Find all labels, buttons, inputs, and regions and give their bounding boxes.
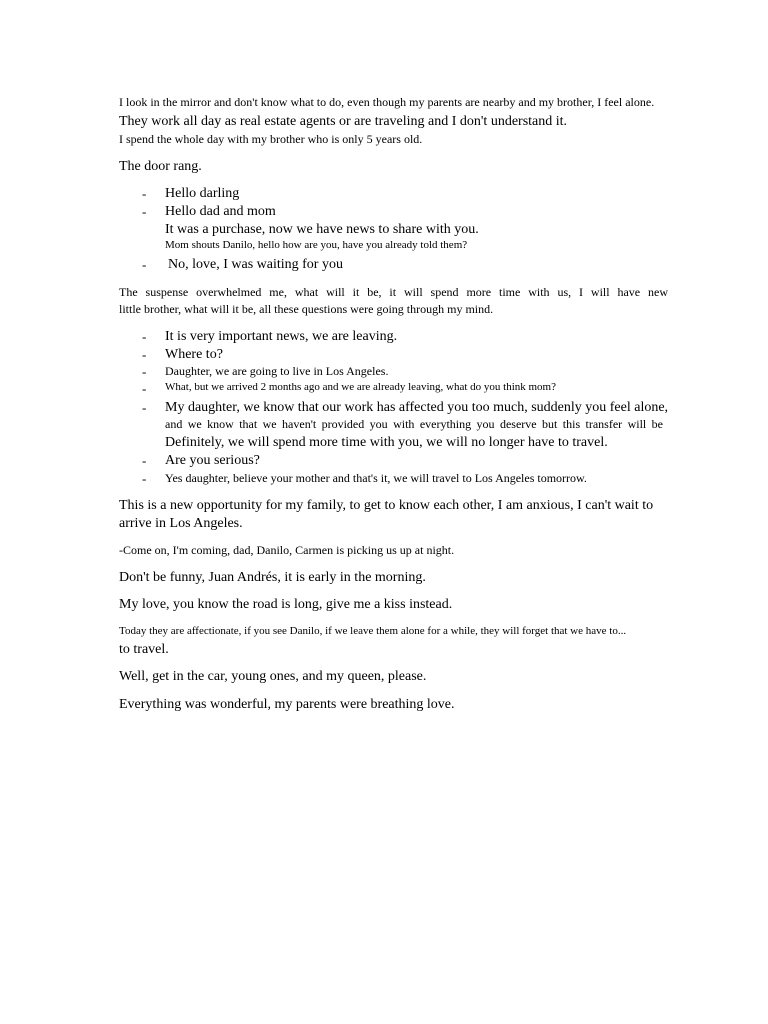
get-in-car-paragraph: Well, get in the car, young ones, and my queen, please.: [119, 669, 427, 684]
opportunity-line-1: This is a new opportunity for my family, to get to know each other, I am anxious, I can't wait to: [119, 498, 654, 513]
intro-line-3: I spend the whole day with my brother who is only 5 years old.: [119, 132, 423, 146]
dialogue-item: Are you serious?: [165, 453, 260, 468]
dialogue-item: Yes daughter, believe your mother and that's it, we will travel to Los Angeles tomorrow.: [165, 471, 587, 485]
dialogue-item-continuation: It was a purchase, now we have news to share with you.: [165, 222, 479, 237]
dialogue-item: No, love, I was waiting for you: [168, 257, 343, 272]
dialogue-item: My daughter, we know that our work has affected you too much, suddenly you feel alone,: [165, 400, 669, 415]
door-paragraph: The door rang.: [119, 159, 202, 174]
dialogue-item-continuation: Definitely, we will spend more time with you, we will no longer have to travel.: [165, 435, 608, 450]
dash-marker: -: [142, 329, 147, 344]
dash-marker: -: [142, 453, 147, 468]
dialogue-item-continuation: Mom shouts Danilo, hello how are you, have you already told them?: [165, 239, 468, 251]
dash-marker: -: [142, 186, 147, 201]
come-on-paragraph: -Come on, I'm coming, dad, Danilo, Carmen is picking us up at night.: [119, 543, 455, 557]
dialogue-item: Hello darling: [165, 186, 240, 201]
dialogue-item: What, but we arrived 2 months ago and we are already leaving, what do you think mom?: [165, 381, 556, 393]
suspense-line-1: The suspense overwhelmed me, what will it be, it will spend more time with us, I will have new: [119, 285, 668, 299]
intro-line-1: I look in the mirror and don't know what to do, even though my parents are nearby and my brother, I feel alone.: [119, 95, 655, 109]
dash-marker: -: [142, 471, 147, 486]
dialogue-item: Hello dad and mom: [165, 204, 276, 219]
dash-marker: -: [142, 400, 147, 415]
suspense-line-2: little brother, what will it be, all these questions were going through my mind.: [119, 302, 494, 316]
dash-marker: -: [142, 364, 147, 379]
dont-be-funny-paragraph: Don't be funny, Juan Andrés, it is early in the morning.: [119, 570, 426, 585]
dash-marker: -: [142, 257, 147, 272]
my-love-paragraph: My love, you know the road is long, give me a kiss instead.: [119, 597, 453, 612]
dialogue-item-continuation: and we know that we haven't provided you with everything you deserve but this transfer will be: [165, 417, 663, 431]
dialogue-item: It is very important news, we are leaving.: [165, 329, 398, 344]
wonderful-paragraph: Everything was wonderful, my parents were breathing love.: [119, 697, 455, 712]
dash-marker: -: [142, 381, 147, 396]
intro-line-2: They work all day as real estate agents or are traveling and I don't understand it.: [119, 114, 568, 129]
dialogue-item: Daughter, we are going to live in Los Angeles.: [165, 364, 389, 378]
dash-marker: -: [142, 204, 147, 219]
opportunity-line-2: arrive in Los Angeles.: [119, 516, 243, 531]
today-line-1: Today they are affectionate, if you see Danilo, if we leave them alone for a while, they will forget that we have to...: [119, 625, 627, 637]
today-line-2: to travel.: [119, 642, 169, 657]
dash-marker: -: [142, 347, 147, 362]
dialogue-item: Where to?: [165, 347, 223, 362]
